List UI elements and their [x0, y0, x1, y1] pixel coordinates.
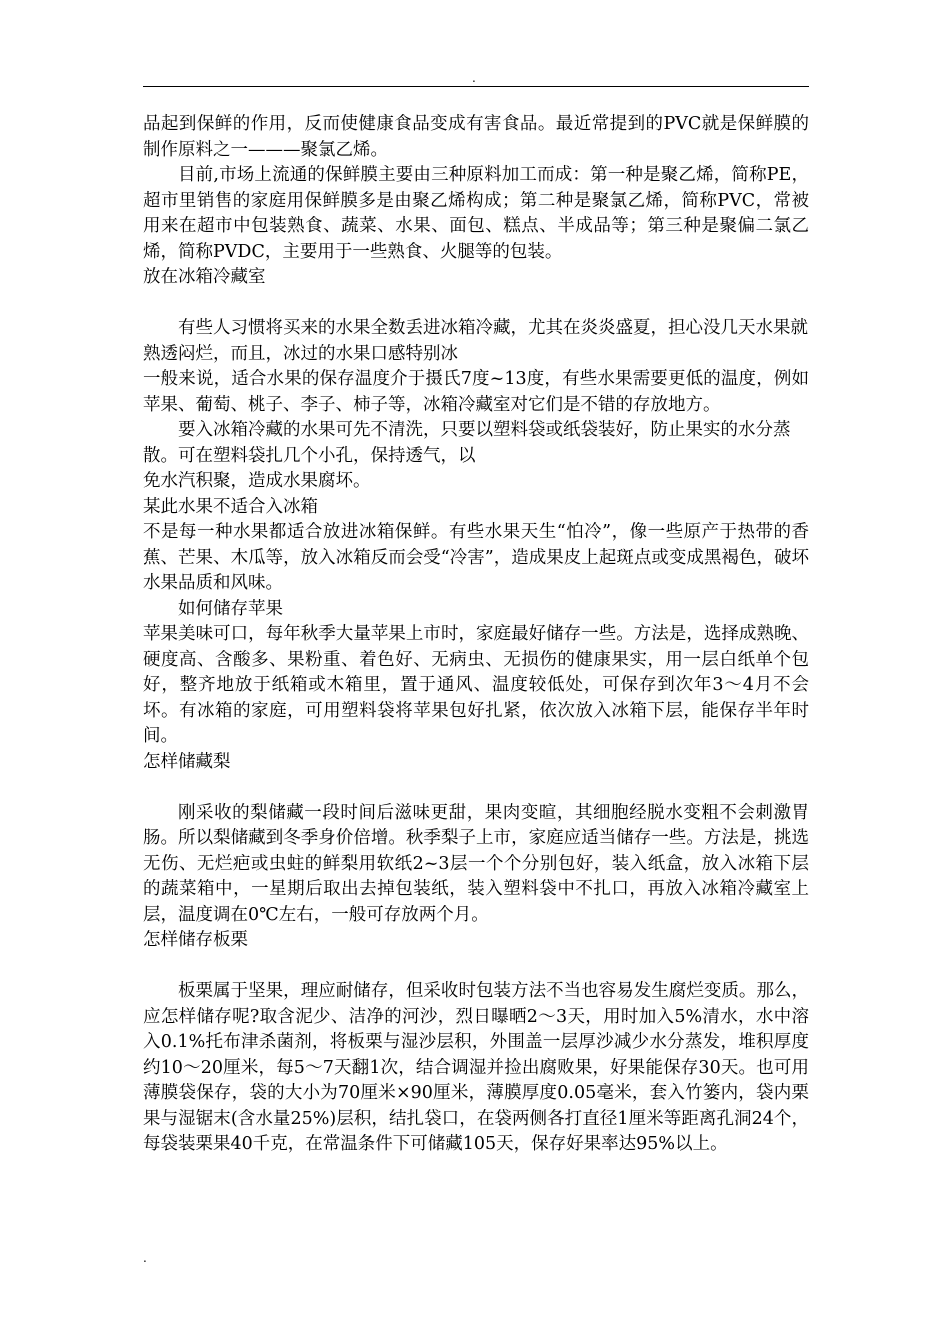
body-paragraph: 不是每一种水果都适合放进冰箱保鲜。有些水果天生“怕冷”，像一些原产于热带的香蕉、芒果、木瓜等，放入冰箱反而会受“冷害”，造成果皮上起斑点或变成黑褐色，破坏水果品质和风味。: [143, 522, 809, 593]
section-heading: 怎样储存板栗: [143, 930, 248, 950]
body-paragraph: 苹果美味可口，每年秋季大量苹果上市时，家庭最好储存一些。方法是，选择成熟晚、硬度高、含酸多、果粉重、着色好、无病虫、无损伤的健康果实，用一层白纸单个包好，整齐地放于纸箱或木箱里，置于通风、温度较低处，可保存到次年3～4月不会坏。有冰箱的家庭，可用塑料袋将苹果包好扎紧，依次放入冰箱下层，能保存半年时间。: [143, 624, 809, 746]
body-paragraph: 刚采收的梨储藏一段时间后滋味更甜，果肉变暄，其细胞经脱水变粗不会刺激胃肠。所以梨储藏到冬季身价倍增。秋季梨子上市，家庭应适当储存一些。方法是，挑选无伤、无烂疤或虫蛀的鲜梨用软纸2~3层一个个分别包好，装入纸盒，放入冰箱下层的蔬菜箱中，一星期后取出去掉包装纸，装入塑料袋中不扎口，再放入冰箱冷藏室上层，温度调在0℃左右，一般可存放两个月。: [143, 802, 809, 925]
blank-line: [143, 291, 809, 317]
blank-line: [143, 775, 809, 801]
body-paragraph: 品起到保鲜的作用，反而使健康食品变成有害食品。最近常提到的PVC就是保鲜膜的制作原料之一———聚氯乙烯。: [143, 114, 809, 160]
section-heading: 放在冰箱冷藏室: [143, 267, 266, 287]
body-paragraph: 如何储存苹果: [178, 598, 283, 619]
body-paragraph: 有些人习惯将买来的水果全数丢进冰箱冷藏，尤其在炎炎盛夏，担心没几天水果就熟透闷烂，而且，冰过的水果口感特别冰: [143, 318, 808, 364]
section-heading: 某此水果不适合入冰箱: [143, 496, 318, 517]
footer-mark: .: [143, 1251, 147, 1265]
body-paragraph: 目前,市场上流通的保鲜膜主要由三种原料加工而成：第一种是聚乙烯，简称PE，超市里销售的家庭用保鲜膜多是由聚乙烯构成；第二种是聚氯乙烯，简称PVC，常被用来在超市中包装熟食、蔬菜、水果、面包、糕点、半成品等；第三种是聚偏二氯乙烯，简称PVDC，主要用于一些熟食、火腿等的包装。: [143, 165, 809, 262]
blank-line: [143, 954, 809, 980]
header-mark: .: [472, 71, 476, 85]
document-body: [143, 112, 809, 1158]
body-paragraph: 一般来说，适合水果的保存温度介于摄氏7度~13度，有些水果需要更低的温度，例如苹果、葡萄、桃子、李子、柿子等，冰箱冷藏室对它们是不错的存放地方。: [143, 369, 809, 415]
body-paragraph: 免水汽积聚，造成水果腐坏。: [143, 471, 371, 491]
body-paragraph: 要入冰箱冷藏的水果可先不清洗，只要以塑料袋或纸袋装好，防止果实的水分蒸散。可在塑料袋扎几个小孔，保持透气，以: [143, 420, 791, 466]
section-heading: 怎样储藏梨: [143, 751, 231, 772]
body-paragraph: 板栗属于坚果，理应耐储存，但采收时包装方法不当也容易发生腐烂变质。那么，应怎样储存呢?取含泥少、洁净的河沙，烈日曝晒2～3天，用时加入5%清水，水中溶入0.1%托布津杀菌剂，将板栗与湿沙层积，外围盖一层厚沙减少水分蒸发，堆积厚度约10～20厘米，每5～7天翻1次，结合调湿并捡出腐败果，好果能保存30天。也可用薄膜袋保存，袋的大小为70厘米×90厘米，薄膜厚度0.05毫米，套入竹篓内，袋内栗果与湿锯末(含水量25%)层积，结扎袋口，在袋两侧各打直径1厘米等距离孔洞24个，每袋装栗果40千克，在常温条件下可储藏105天，保存好果率达95%以上。: [143, 981, 809, 1154]
header-rule: [143, 86, 809, 87]
